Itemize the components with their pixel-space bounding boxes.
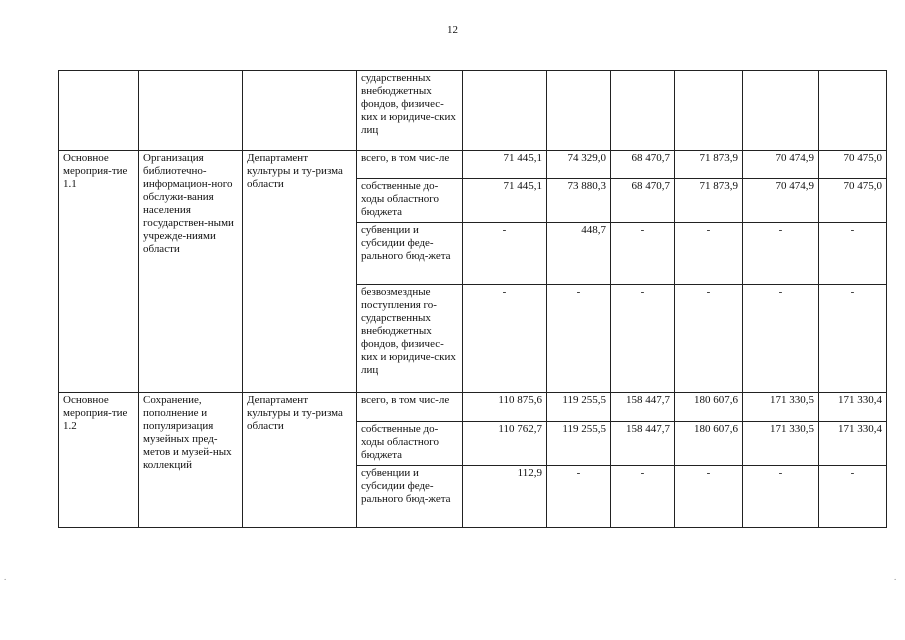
value-cell: 74 329,0 — [547, 151, 611, 179]
table-row — [59, 71, 887, 151]
value-cell: 110 762,7 — [463, 422, 547, 466]
value-cell: 119 255,5 — [547, 422, 611, 466]
value-cell: 70 474,9 — [743, 151, 819, 179]
page-number: 12 — [447, 24, 458, 36]
value-cell: - — [819, 466, 887, 528]
value-cell — [675, 71, 743, 151]
value-cell: 71 873,9 — [675, 179, 743, 223]
funding-source-cell: всего, в том чис-ле — [357, 151, 463, 179]
value-cell: 112,9 — [463, 466, 547, 528]
value-cell: 71 873,9 — [675, 151, 743, 179]
value-cell: 73 880,3 — [547, 179, 611, 223]
value-cell: - — [743, 285, 819, 393]
funding-source-cell: безвозмездные поступления го-сударственных внебюджетных фондов, физичес-ких и юридиче-ских лиц — [357, 285, 463, 393]
value-cell: - — [675, 285, 743, 393]
value-cell — [743, 71, 819, 151]
value-cell: 70 475,0 — [819, 179, 887, 223]
value-cell — [611, 71, 675, 151]
funding-source-cell: всего, в том чис-ле — [357, 393, 463, 422]
value-cell: 71 445,1 — [463, 179, 547, 223]
table-row — [59, 151, 887, 179]
value-cell: 448,7 — [547, 223, 611, 285]
value-cell: - — [547, 285, 611, 393]
value-cell — [547, 71, 611, 151]
value-cell: 158 447,7 — [611, 422, 675, 466]
value-cell: - — [819, 223, 887, 285]
budget-table — [58, 70, 887, 528]
funding-source-cell: сударственных внебюджетных фондов, физичес-ких и юридиче-ских лиц — [357, 71, 463, 151]
activity-code-cell: Основное мероприя-тие 1.1 — [59, 151, 139, 393]
activity-code-cell: Основное мероприя-тие 1.2 — [59, 393, 139, 528]
value-cell: 171 330,4 — [819, 393, 887, 422]
value-cell: - — [675, 223, 743, 285]
activity-code-cell — [59, 71, 139, 151]
value-cell: 68 470,7 — [611, 151, 675, 179]
activity-name-cell: Организация библиотечно-информацион-ного обслужи-вания населения государствен-ными учрежде-ниями области — [139, 151, 243, 393]
responsible-cell: Департамент культуры и ту-ризма области — [243, 393, 357, 528]
value-cell: 71 445,1 — [463, 151, 547, 179]
value-cell: - — [611, 466, 675, 528]
value-cell: - — [743, 466, 819, 528]
value-cell: 119 255,5 — [547, 393, 611, 422]
value-cell — [819, 71, 887, 151]
value-cell: - — [819, 285, 887, 393]
value-cell: 180 607,6 — [675, 422, 743, 466]
table-row — [59, 393, 887, 422]
value-cell: - — [547, 466, 611, 528]
scan-edge-mark: . — [4, 572, 7, 582]
value-cell: - — [743, 223, 819, 285]
funding-source-cell: собственные до-ходы областного бюджета — [357, 422, 463, 466]
scan-edge-mark: . — [894, 572, 897, 582]
value-cell: - — [611, 223, 675, 285]
value-cell: 68 470,7 — [611, 179, 675, 223]
value-cell: 70 474,9 — [743, 179, 819, 223]
responsible-cell: Департамент культуры и ту-ризма области — [243, 151, 357, 393]
value-cell: 171 330,4 — [819, 422, 887, 466]
value-cell: 171 330,5 — [743, 422, 819, 466]
value-cell: 158 447,7 — [611, 393, 675, 422]
funding-source-cell: собственные до-ходы областного бюджета — [357, 179, 463, 223]
value-cell: - — [463, 223, 547, 285]
value-cell: - — [675, 466, 743, 528]
activity-name-cell — [139, 71, 243, 151]
responsible-cell — [243, 71, 357, 151]
funding-source-cell: субвенции и субсидии феде-рального бюд-жета — [357, 223, 463, 285]
value-cell: 70 475,0 — [819, 151, 887, 179]
value-cell: - — [611, 285, 675, 393]
value-cell: 110 875,6 — [463, 393, 547, 422]
funding-source-cell: субвенции и субсидии феде-рального бюд-жета — [357, 466, 463, 528]
activity-name-cell: Сохранение, пополнение и популяризация музейных пред-метов и музей-ных коллекций — [139, 393, 243, 528]
value-cell: 171 330,5 — [743, 393, 819, 422]
value-cell — [463, 71, 547, 151]
value-cell: - — [463, 285, 547, 393]
value-cell: 180 607,6 — [675, 393, 743, 422]
